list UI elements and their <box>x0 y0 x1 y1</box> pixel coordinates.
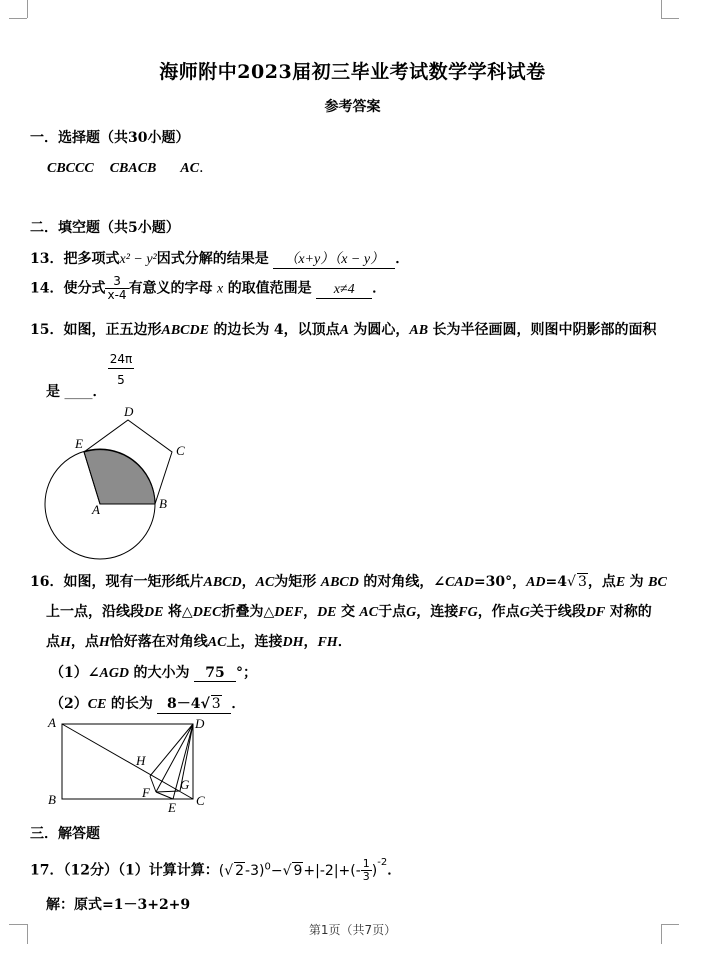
question-16-cad: CAD <box>445 575 474 590</box>
rect-label-a: A <box>48 715 56 730</box>
question-16-text: ，点 <box>587 574 616 590</box>
question-16-h: H <box>98 635 110 650</box>
question-16-text: 恰好落在对角线 <box>109 634 208 650</box>
question-14-fraction-denominator: x-4 <box>107 288 127 302</box>
question-16-text: 的对角线，∠ <box>363 574 446 590</box>
question-15-answer-numerator: 24π <box>108 352 134 369</box>
question-16-ce: CE <box>87 697 107 712</box>
choice-answers-group-1: CBCCC <box>47 161 94 176</box>
question-16-sub-1-end: °； <box>235 665 257 681</box>
segment-fg <box>156 791 180 792</box>
question-16-sub-1-answer: 75 <box>194 665 236 682</box>
question-16-text: 点 <box>46 634 60 650</box>
choice-answers-group-2: CBACB <box>109 161 157 176</box>
question-16-e: E <box>615 575 626 590</box>
sqrt-sign: √ <box>224 862 234 879</box>
question-14-text-b: 有意义的字母 <box>128 280 213 297</box>
question-15-end: ． <box>92 384 107 400</box>
section-heading-solve: 三．解答题 <box>30 826 100 842</box>
crop-mark-top-right-h <box>661 18 679 19</box>
question-16-line-3 <box>46 631 352 651</box>
question-16-text: 交 <box>340 604 355 620</box>
question-16-de: DE <box>144 605 164 620</box>
question-14-fraction-numerator: 3 <box>105 275 128 289</box>
question-14-end: ． <box>372 280 387 297</box>
question-16-text: 上一点，沿线段 <box>46 604 144 620</box>
question-15-segment: AB <box>409 323 429 338</box>
question-15-answer-fraction <box>108 352 134 387</box>
question-15-text-c: ，以顶点 <box>283 322 340 338</box>
rectangle-fold-figure <box>44 714 219 816</box>
question-16-rect: ABCD <box>203 575 242 590</box>
question-16-bc: BC <box>648 575 667 590</box>
question-16-line-1 <box>30 571 667 591</box>
question-16-sub-2-text: 的长为 <box>110 696 153 712</box>
question-13-text-b: 因式分解的结果是 <box>156 251 269 267</box>
question-16-text: ，连接 <box>416 604 459 620</box>
question-17-number: 17． <box>30 862 64 879</box>
question-17-text: （12分）（1）计算计算： <box>63 862 219 879</box>
question-16-text: =30°， <box>473 574 527 590</box>
question-16-sub-1-label: （1）∠ <box>50 665 100 681</box>
question-14-number: 14． <box>30 280 64 297</box>
question-17-expr-abs: +|-2|+(- <box>303 862 361 879</box>
question-16-sub-2-end: ． <box>231 696 246 712</box>
question-17-exponent-neg2: -2 <box>377 856 388 868</box>
question-16-de: DE <box>317 605 337 620</box>
question-14-fraction <box>105 275 128 302</box>
rect-label-d: D <box>195 716 205 731</box>
question-13-end: ． <box>395 251 410 267</box>
question-16-g: G <box>406 605 417 620</box>
question-13-text-a: 把多项式 <box>63 251 120 267</box>
rect-label-b: B <box>48 792 56 807</box>
pentagon-circle-figure <box>38 398 198 563</box>
question-16-text: 为 <box>629 574 644 590</box>
question-15-text-e: 长为半径画圆，则图中阴影部的面积 <box>432 322 657 338</box>
question-14-answer: x≠4 <box>316 282 372 299</box>
question-16-sub-2-answer-a: 8－4 <box>166 696 201 712</box>
question-17-sqrt-2: 2 <box>235 862 245 879</box>
pentagon-label-a: A <box>92 502 100 517</box>
solution-line: 解：原式=1－3+2+9 <box>46 897 191 913</box>
question-17-exponent-0: 0 <box>264 860 271 872</box>
question-16-text: ，作点 <box>477 604 520 620</box>
question-16-dh: DH <box>282 635 304 650</box>
section-heading-fill: 二．填空题（共5小题） <box>30 220 180 236</box>
question-16-text: 将△ <box>167 604 193 620</box>
question-16-sub-1-text: 的大小为 <box>133 665 190 681</box>
question-16-agd: AGD <box>99 666 130 681</box>
question-14 <box>30 275 386 302</box>
question-16-dec: DEC <box>192 605 222 620</box>
rect-label-g: G <box>180 777 190 792</box>
question-15-blank: ____ <box>64 384 93 400</box>
question-16-fh: FH <box>317 635 338 650</box>
question-16-text: ，点 <box>70 634 99 650</box>
question-16-sub-2 <box>50 693 245 714</box>
question-13 <box>30 248 409 269</box>
question-16-df: DF <box>585 605 606 620</box>
question-16-ad: AD <box>526 575 546 590</box>
choice-answers-period: ． <box>199 160 214 176</box>
question-16-ac: AC <box>207 635 227 650</box>
pentagon-label-b: B <box>159 496 167 511</box>
rect-label-f: F <box>142 785 150 800</box>
question-16-g: G <box>519 605 530 620</box>
crop-mark-top-left-v <box>27 0 28 18</box>
question-16-def: DEF <box>274 605 304 620</box>
question-16-text: ． <box>337 634 352 650</box>
choice-answers <box>47 157 213 177</box>
question-16-ac: AC <box>255 575 275 590</box>
question-16-text: ， <box>303 604 318 620</box>
question-16-text: =4 <box>545 574 568 590</box>
question-16-ac: AC <box>359 605 379 620</box>
question-16-text: 为矩形 <box>274 574 317 590</box>
question-16-text: ， <box>241 574 256 590</box>
crop-mark-top-left-h <box>9 18 27 19</box>
question-17-fraction <box>361 858 372 883</box>
question-15-answer-denominator: 5 <box>117 373 125 387</box>
segment-hf <box>150 776 156 792</box>
question-16-number: 16． <box>30 574 64 590</box>
pentagon-label-e: E <box>75 436 83 451</box>
page-subtitle: 参考答案 <box>324 99 381 115</box>
sqrt-sign: √ <box>282 862 292 879</box>
question-15-text-f: 是 <box>46 384 60 400</box>
question-15-vertex: A <box>339 323 349 338</box>
question-15-number: 15． <box>30 322 64 338</box>
question-14-text-c: 的取值范围是 <box>227 280 312 297</box>
question-14-variable: x <box>217 281 224 297</box>
question-17-fraction-denominator: 3 <box>362 870 370 883</box>
question-15-side: 4 <box>273 322 284 338</box>
diagonal-ac <box>62 724 193 799</box>
pentagon-label-c: C <box>176 443 185 458</box>
question-17 <box>30 858 401 883</box>
page-footer: 第1页（共7页） <box>308 923 397 937</box>
shaded-sector <box>84 450 155 504</box>
question-15 <box>30 319 657 339</box>
section-heading-choice: 一．选择题（共30小题） <box>30 130 190 146</box>
rect-label-e: E <box>168 800 176 815</box>
question-16-text: 对称的 <box>609 604 652 620</box>
question-16-sub-2-answer-sqrt: 3 <box>211 696 221 712</box>
question-13-answer: （x+y）（x − y） <box>273 248 395 269</box>
question-16-line-2 <box>46 601 652 621</box>
question-16-text: 折叠为△ <box>221 604 275 620</box>
question-17-expression <box>218 856 388 883</box>
question-15-text-d: 为圆心， <box>353 322 410 338</box>
choice-answers-group-3: AC <box>180 161 200 176</box>
question-16-text: 上，连接 <box>226 634 283 650</box>
question-17-expr-minus: − <box>270 862 283 879</box>
rect-label-c: C <box>196 793 205 808</box>
page-title: 海师附中2023届初三毕业考试数学学科试卷 <box>159 61 546 83</box>
segment-fe <box>156 792 173 799</box>
question-17-sqrt-9: 9 <box>293 862 303 879</box>
question-16-text: 于点 <box>378 604 407 620</box>
question-17-expr-open: ( <box>218 862 225 879</box>
question-13-expression: x² − y² <box>119 252 157 267</box>
question-16-h: H <box>60 635 71 650</box>
question-17-end: ． <box>387 862 402 879</box>
question-17-fraction-numerator: 1 <box>362 857 370 870</box>
pentagon-label-d: D <box>124 404 134 419</box>
rect-label-h: H <box>136 753 146 768</box>
question-16-rect: ABCD <box>320 575 359 590</box>
question-13-number: 13． <box>30 251 64 267</box>
question-16-fg: FG <box>458 605 478 620</box>
question-16-sub-1 <box>50 662 257 682</box>
crop-mark-top-right-v <box>661 0 662 18</box>
question-15-polygon: ABCDE <box>161 323 209 338</box>
question-17-expr-minus-3: -3) <box>245 862 265 879</box>
question-16-text: 关于线段 <box>529 604 586 620</box>
sqrt-sign: √ <box>200 696 210 712</box>
sqrt-sign: √ <box>567 574 576 590</box>
question-16-text: ， <box>303 634 318 650</box>
question-15-text-a: 如图，正五边形 <box>63 322 162 338</box>
question-16-sub-2-answer <box>157 693 231 714</box>
question-16-sqrt-3: 3 <box>577 574 587 590</box>
question-16-text: 如图，现有一矩形纸片 <box>63 574 204 590</box>
question-17-expr-close: ) <box>371 862 378 879</box>
question-14-text-a: 使分式 <box>63 280 106 297</box>
question-16-sub-2-label: （2） <box>50 696 88 712</box>
question-15-text-b: 的边长为 <box>213 322 270 338</box>
